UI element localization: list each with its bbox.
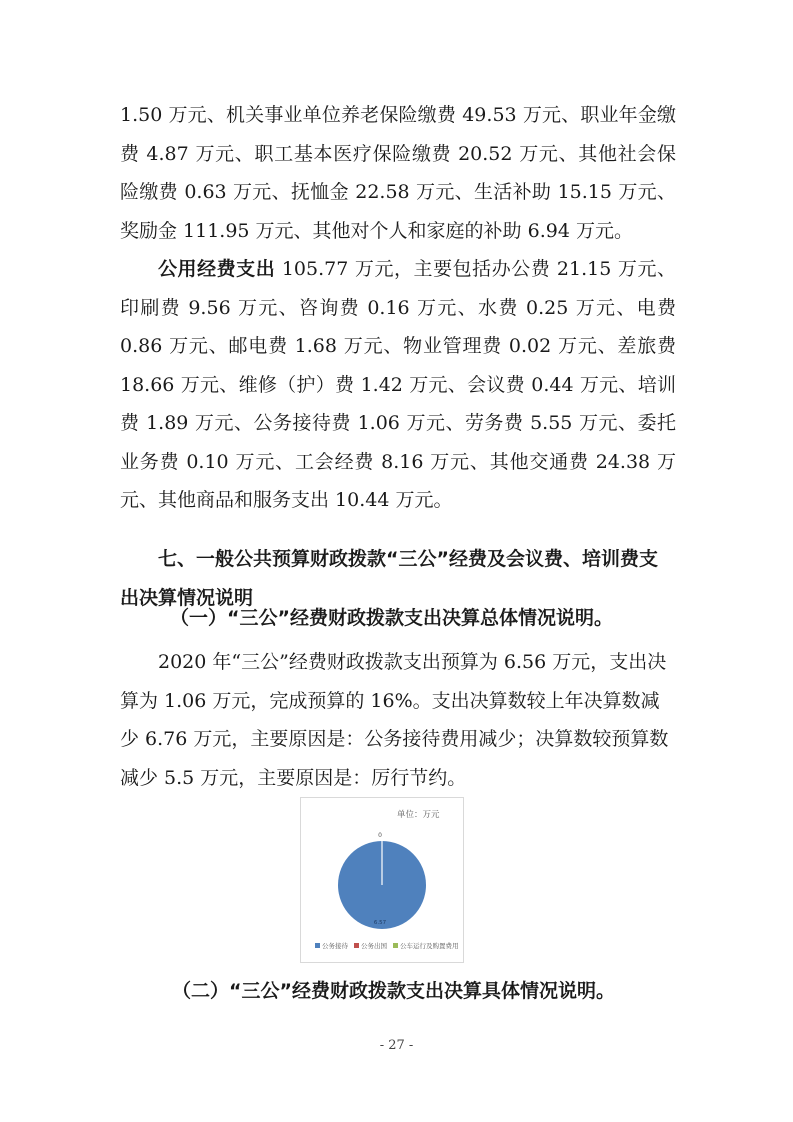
paragraph-lead-bold: 公用经费支出 [158,258,276,280]
legend-swatch [315,943,320,948]
paragraph-three-public-summary: 2020 年“三公”经费财政拨款支出预算为 6.56 万元，支出决算为 1.06 万元，完成预算的 16%。支出决算数较上年决算数减少 6.76 万元，主要原因是：公务接待费用减少；决算数较预算数减少 5.5 万元，主要原因是：厉行节约。 [120,651,669,789]
legend-label: 公车运行及购置费用 [400,942,459,950]
subheading-specific: （二）“三公”经费财政拨款支出决算具体情况说明。 [172,980,615,1002]
chart-legend [315,941,459,950]
section-heading: 七、一般公共预算财政拨款“三公”经费及会议费、培训费支出决算情况说明 [120,548,658,609]
legend-swatch [393,943,398,948]
pie-data-label: 0 [378,832,382,839]
subheading-overall: （一）“三公”经费财政拨款支出决算总体情况说明。 [170,607,613,629]
chart-unit-label: 单位：万元 [397,810,440,820]
pie-chart-svg [301,798,463,962]
legend-item [315,941,348,950]
page-number: - 27 - [379,1038,414,1053]
legend-swatch [354,943,359,948]
body-text-block [120,96,676,520]
legend-item [354,941,387,950]
pie-chart [300,797,464,963]
legend-label: 公务出国 [361,942,387,950]
paragraph-personal-expenses: 1.50 万元、机关事业单位养老保险缴费 49.53 万元、职业年金缴费 4.87 万元、职工基本医疗保险缴费 20.52 万元、其他社会保险缴费 0.63 万元、抚恤金 22.58 万元、生活补助 15.15 万元、奖励金 111.95 万元、其他对个人和家庭的补助 6.94 万元。 [120,104,676,242]
paragraph-public-expenses-text: 105.77 万元，主要包括办公费 21.15 万元、印刷费 9.56 万元、咨询费 0.16 万元、水费 0.25 万元、电费 0.86 万元、邮电费 1.68 万元、物业管理费 0.02 万元、差旅费 18.66 万元、维修（护）费 1.42 万元、会议费 0.44 万元、培训费 1.89 万元、公务接待费 1.06 万元、劳务费 5.55 万元、委托业务费 0.10 万元、工会经费 8.16 万元、其他交通费 24.38 万元、其他商品和服务支出 10.44 万元。 [120,258,676,511]
legend-label: 公务接待 [322,942,348,950]
legend-item [393,941,459,950]
paragraph-public-expenses [120,250,676,520]
pie-data-label: 6.57 [373,920,387,926]
